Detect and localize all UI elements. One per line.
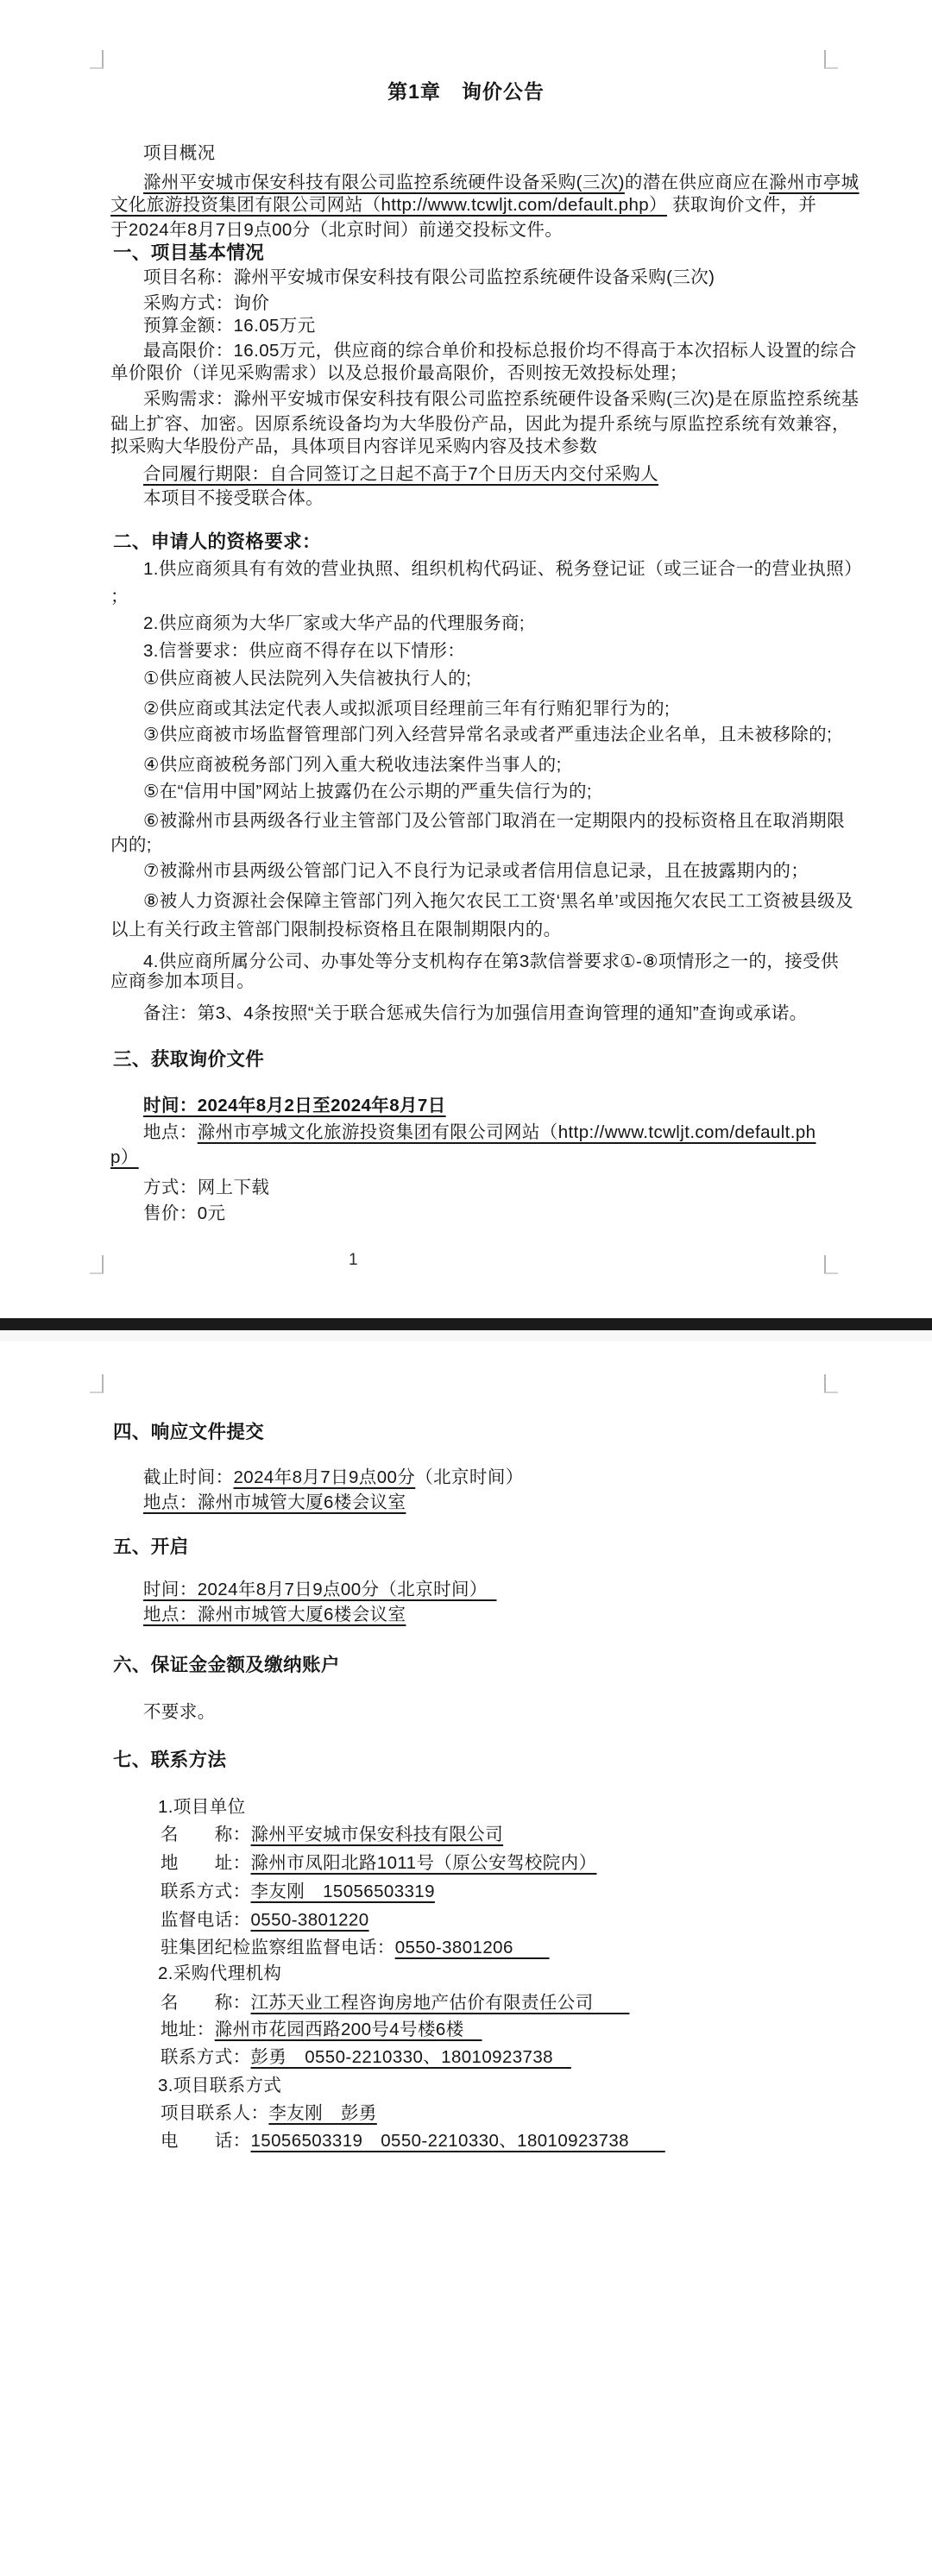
doc-text-segment: 时间：2024年8月2日至2024年8月7日 bbox=[143, 1096, 446, 1115]
doc-text-segment: 售价：0元 bbox=[143, 1203, 226, 1223]
doc-line bbox=[143, 1700, 216, 1725]
doc-text-segment: 六、保证金金额及缴纳账户 bbox=[113, 1655, 340, 1675]
doc-text-segment: 项目联系人： bbox=[161, 2103, 269, 2123]
doc-text-segment: 地 址： bbox=[161, 1853, 251, 1873]
doc-text-segment: 方式：网上下载 bbox=[143, 1178, 270, 1197]
doc-text-segment: 江苏天业工程咨询房地产估价有限责任公司 bbox=[250, 1993, 630, 2013]
doc-text-segment: 监督电话： bbox=[161, 1910, 251, 1930]
doc-text-segment: 项目名称：滁州平安城市保安科技有限公司监控系统硬件设备采购(三次) bbox=[143, 267, 715, 287]
doc-heading bbox=[113, 1419, 264, 1445]
doc-text-segment: 15056503319 0550-2210330、18010923738 bbox=[250, 2131, 665, 2151]
doc-text-segment: ⑤在“信用中国”网站上披露仍在公示期的严重失信行为的; bbox=[143, 782, 593, 801]
doc-text-segment: 2.采购代理机构 bbox=[158, 1963, 282, 1983]
doc-line bbox=[161, 1822, 503, 1848]
doc-text-segment: 联系方式： bbox=[161, 1882, 251, 1901]
doc-text-segment: ④供应商被税务部门列入重大税收违法案件当事人的; bbox=[143, 755, 562, 775]
doc-text-segment: 地点：滁州市城管大厦6楼会议室 bbox=[143, 1492, 406, 1512]
page-separator-bar bbox=[0, 1318, 932, 1330]
doc-text-segment: 滁州市亭城文化旅游投资集团有限公司网站（http://www.tcwljt.com/default.ph bbox=[197, 1122, 816, 1142]
doc-text-segment: 名 称： bbox=[161, 1993, 251, 2013]
doc-text-segment: 采购方式：询价 bbox=[143, 293, 270, 313]
doc-line bbox=[161, 1935, 550, 1961]
doc-text-segment: 以上有关行政主管部门限制投标资格且在限制期限内的。 bbox=[110, 920, 562, 939]
doc-line bbox=[161, 2101, 377, 2127]
doc-text-segment: 内的; bbox=[110, 835, 152, 855]
doc-text-segment: p） bbox=[110, 1147, 139, 1167]
doc-text-segment: ③供应商被市场监督管理部门列入经营异常名录或者严重违法企业名单，且未被移除的; bbox=[143, 725, 833, 745]
doc-text-segment: 截止时间： bbox=[143, 1467, 234, 1487]
doc-text-segment: 地点： bbox=[143, 1122, 198, 1142]
doc-text-segment: 础上扩容、加密。因原系统设备均为大华股份产品，因此为提升系统与原监控系统有效兼容， bbox=[110, 414, 850, 434]
doc-text-segment: ⑧被人力资源社会保障主管部门列入拖欠农民工工资‘黑名单’或因拖欠农民工工资被县级及 bbox=[143, 891, 853, 911]
doc-text-segment: 不要求。 bbox=[143, 1702, 216, 1722]
doc-text-segment: 三、获取询价文件 bbox=[113, 1049, 265, 1070]
page-separator-shadow bbox=[0, 1330, 932, 1341]
doc-text-segment: 合同履行期限：自合同签订之日起不高于7个日历天内交付采购人 bbox=[143, 464, 658, 484]
doc-text-segment: （北京时间） bbox=[415, 1467, 524, 1487]
doc-line bbox=[161, 1850, 596, 1876]
doc-text-segment: 驻集团纪检监察组监督电话： bbox=[161, 1938, 395, 1957]
doc-line bbox=[161, 1990, 629, 2016]
doc-text-segment: 备注：第3、4条按照“关于联合惩戒失信行为加强信用查询管理的通知”查询或承诺。 bbox=[143, 1003, 808, 1023]
doc-text-segment: 文化旅游投资集团有限公司网站（http://www.tcwljt.com/default.php） bbox=[110, 195, 667, 215]
doc-line bbox=[143, 1602, 406, 1628]
doc-text-segment: 滁州市亭城 bbox=[769, 173, 860, 192]
doc-text-segment: 的潜在供应商应在 bbox=[624, 173, 770, 192]
doc-text-segment: 名 称： bbox=[161, 1825, 251, 1844]
doc-text-segment: 地点：滁州市城管大厦6楼会议室 bbox=[143, 1605, 406, 1624]
doc-line bbox=[161, 1879, 435, 1905]
doc-text-segment: 3.项目联系方式 bbox=[158, 2076, 282, 2095]
doc-line bbox=[161, 2128, 665, 2154]
doc-text-segment: 五、开启 bbox=[113, 1536, 189, 1557]
doc-line bbox=[158, 2073, 281, 2099]
doc-text-segment: 应商参加本项目。 bbox=[110, 971, 255, 991]
doc-text-segment: 1.供应商须具有有效的营业执照、组织机构代码证、税务登记证（或三证合一的营业执照） bbox=[143, 559, 862, 579]
doc-text-segment: 本项目不接受联合体。 bbox=[143, 488, 324, 508]
doc-text-segment: 滁州平安城市保安科技有限公司监控系统硬件设备采购(三次) bbox=[143, 173, 625, 192]
doc-text-segment: 滁州平安城市保安科技有限公司 bbox=[250, 1825, 504, 1844]
doc-text-segment: 最高限价：16.05万元，供应商的综合单价和投标总报价均不得高于本次招标人设置的综合 bbox=[143, 341, 857, 361]
doc-text-segment: ①供应商被人民法院列入失信被执行人的; bbox=[143, 669, 472, 688]
doc-line bbox=[161, 1907, 369, 1933]
doc-text-segment: 3.信誉要求：供应商不得存在以下情形： bbox=[143, 641, 466, 661]
doc-text-segment: ⑥被滁州市县两级各行业主管部门及公管部门取消在一定期限内的投标资格且在取消期限 bbox=[143, 811, 845, 831]
doc-text-segment: ⑦被滁州市县两级公管部门记入不良行为记录或者信用信息记录，且在披露期内的； bbox=[143, 861, 809, 881]
doc-text-segment: ； bbox=[110, 587, 129, 606]
doc-text-segment: 于2024年8月7日9点00分（北京时间）前递交投标文件。 bbox=[110, 220, 564, 240]
doc-line bbox=[143, 1577, 496, 1603]
doc-text-segment: 地址： bbox=[161, 2020, 215, 2039]
doc-line bbox=[143, 1490, 406, 1516]
doc-text-segment: 2024年8月7日9点00分 bbox=[233, 1467, 416, 1487]
doc-text-segment: 一、项目基本情况 bbox=[113, 242, 265, 263]
doc-text-segment: 2.供应商须为大华厂家或大华产品的代理服务商; bbox=[143, 613, 525, 633]
doc-text-segment: 李友刚 15056503319 bbox=[250, 1882, 435, 1901]
doc-heading bbox=[113, 1747, 226, 1773]
doc-line bbox=[143, 1465, 524, 1491]
doc-text-segment: 0550-3801220 bbox=[250, 1910, 369, 1930]
doc-heading bbox=[113, 1652, 340, 1678]
doc-text-segment: 项目概况 bbox=[143, 143, 216, 163]
doc-text-segment: 0550-3801206 bbox=[394, 1938, 550, 1957]
doc-text-segment: ②供应商或其法定代表人或拟派项目经理前三年有行贿犯罪行为的; bbox=[143, 699, 671, 719]
doc-text-segment: 4.供应商所属分公司、办事处等分支机构存在第3款信誉要求①-⑧项情形之一的，接受供 bbox=[143, 952, 839, 971]
doc-heading bbox=[113, 1534, 189, 1560]
doc-text-segment: 李友刚 彭勇 bbox=[268, 2103, 377, 2123]
doc-line bbox=[158, 1961, 281, 1987]
doc-line bbox=[161, 2045, 571, 2070]
doc-text-segment: 滁州市花园西路200号4号楼6楼 bbox=[214, 2020, 482, 2039]
doc-text-segment: 时间：2024年8月7日9点00分（北京时间） bbox=[143, 1580, 497, 1599]
doc-text-segment: 四、响应文件提交 bbox=[113, 1422, 265, 1442]
doc-text-segment: 七、联系方法 bbox=[113, 1750, 227, 1770]
chapter-title: 第1章 询价公告 bbox=[387, 80, 545, 103]
doc-text-segment: 联系方式： bbox=[161, 2047, 251, 2067]
doc-line bbox=[161, 2017, 482, 2043]
doc-text-segment: 二、申请人的资格要求： bbox=[113, 531, 321, 552]
doc-text-segment: 1.项目单位 bbox=[158, 1797, 246, 1817]
doc-text-segment: 滁州市凤阳北路1011号（原公安驾校院内） bbox=[250, 1853, 597, 1873]
doc-line bbox=[158, 1794, 246, 1820]
doc-text-segment: 拟采购大华股份产品，具体项目内容详见采购内容及技术参数 bbox=[110, 437, 598, 456]
doc-text-segment: 单价限价（详见采购需求）以及总报价最高限价，否则按无效投标处理； bbox=[110, 363, 688, 383]
page-number: 1 bbox=[349, 1251, 358, 1269]
doc-text-segment: 电 话： bbox=[161, 2131, 251, 2151]
doc-text-segment: 彭勇 0550-2210330、18010923738 bbox=[250, 2047, 571, 2067]
doc-text-segment: 获取询价文件，并 bbox=[666, 195, 817, 215]
doc-text-segment: 采购需求：滁州平安城市保安科技有限公司监控系统硬件设备采购(三次)是在原监控系统基 bbox=[143, 389, 860, 409]
doc-text-segment: 预算金额：16.05万元 bbox=[143, 316, 316, 336]
